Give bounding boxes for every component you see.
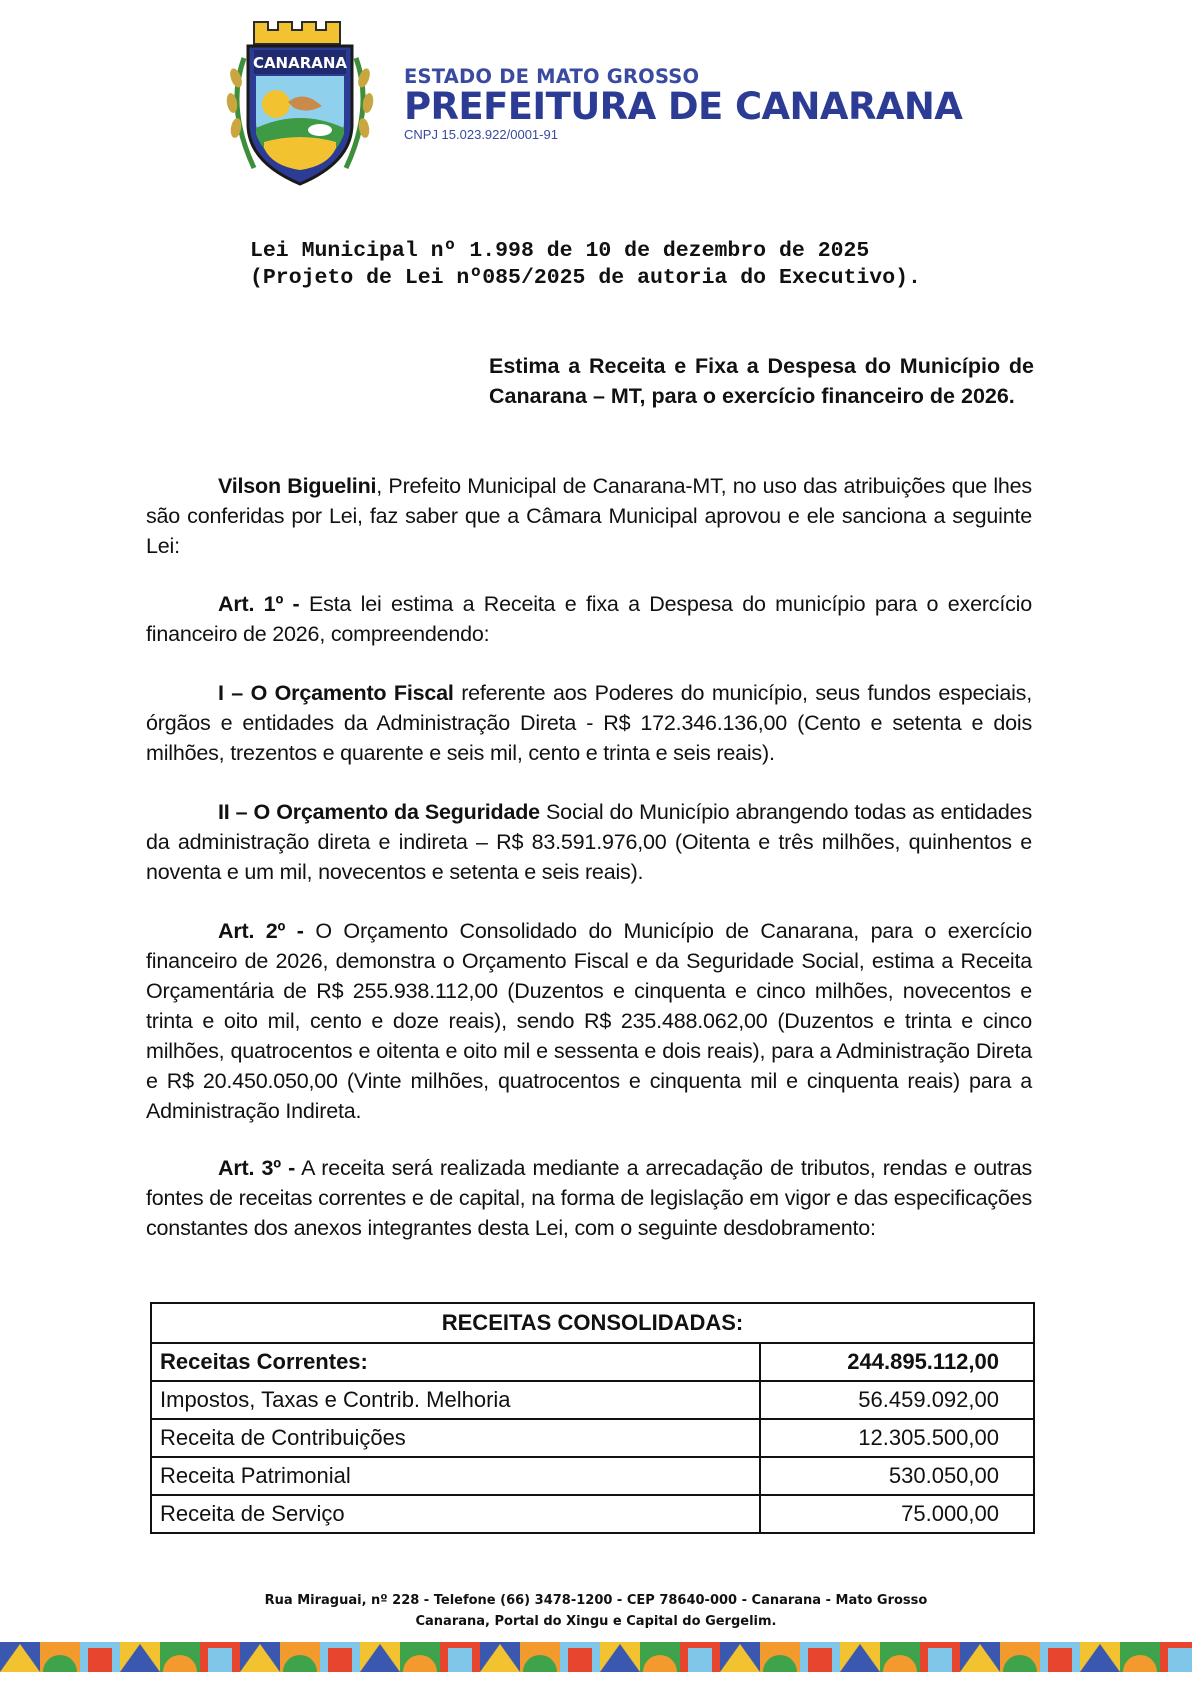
mayor-name: Vilson Biguelini — [218, 474, 377, 498]
table-row — [151, 1495, 1034, 1533]
decorative-pattern-band — [0, 1642, 1192, 1672]
band-shape — [808, 1648, 832, 1672]
article-2 — [146, 916, 1032, 1126]
organization-header — [404, 66, 962, 143]
table-title: RECEITAS CONSOLIDADAS: — [151, 1303, 1034, 1343]
band-shape — [568, 1648, 592, 1672]
row-label: Receita Patrimonial — [151, 1457, 760, 1495]
law-summary: Estima a Receita e Fixa a Despesa do Município de Canarana – MT, para o exercício financeiro de 2026. — [489, 354, 1034, 408]
row-value: 75.000,00 — [760, 1495, 1034, 1533]
row-label: Receitas Correntes: — [151, 1343, 760, 1381]
footer-address: Rua Miraguai, nº 228 - Telefone (66) 3478-1200 - CEP 78640-000 - Canarana - Mato Grosso — [264, 1593, 928, 1608]
item-i-text: referente aos Poderes do município, seus fundos especiais, órgãos e entidades da Administração Direta - R$ 172.346.136,00 (Cento e setenta e dois milhões, trezentos e quarente e seis mil, cento e trinta e seis reais). — [146, 681, 1032, 765]
prefecture-name: PREFEITURA DE CANARANA — [404, 85, 963, 128]
table-row — [151, 1343, 1034, 1381]
band-shape — [88, 1648, 112, 1672]
article-1-label: Art. 1º - — [218, 592, 300, 616]
city-crest-logo — [214, 18, 386, 190]
footer-slogan: Canarana, Portal do Xingu e Capital do Gergelim. — [415, 1614, 777, 1629]
row-label: Receita de Serviço — [151, 1495, 760, 1533]
table-row — [151, 1457, 1034, 1495]
row-value: 530.050,00 — [760, 1457, 1034, 1495]
table-row — [151, 1419, 1034, 1457]
cnpj-number: CNPJ 15.023.922/0001-91 — [404, 127, 558, 142]
intro-text: , Prefeito Municipal de Canarana-MT, no uso das atribuições que lhes são conferidas por Lei, faz saber que a Câmara Municipal aprovou e ele sanciona a seguinte Lei: — [146, 474, 1032, 558]
row-label: Impostos, Taxas e Contrib. Melhoria — [151, 1381, 760, 1419]
crest-name: CANARANA — [252, 54, 348, 72]
row-value: 12.305.500,00 — [760, 1419, 1034, 1457]
state-name: ESTADO DE MATO GROSSO — [404, 65, 700, 88]
band-shape — [688, 1648, 712, 1672]
band-shape — [928, 1648, 952, 1672]
band-shape — [1048, 1648, 1072, 1672]
page-footer — [0, 1590, 1192, 1632]
band-shape — [208, 1648, 232, 1672]
row-value: 244.895.112,00 — [760, 1343, 1034, 1381]
law-title-line-1: Lei Municipal nº 1.998 de 10 de dezembro de 2025 — [250, 239, 870, 263]
law-title — [250, 238, 921, 292]
article-1 — [146, 589, 1032, 649]
item-i — [146, 678, 1032, 768]
article-2-label: Art. 2º - — [218, 919, 304, 943]
article-1-text: Esta lei estima a Receita e fixa a Despesa do município para o exercício financeiro de 2026, compreendendo: — [146, 592, 1032, 646]
band-shape — [448, 1648, 472, 1672]
item-i-label: I – O Orçamento Fiscal — [218, 681, 454, 705]
article-3 — [146, 1153, 1032, 1243]
article-3-text: A receita será realizada mediante a arrecadação de tributos, rendas e outras fontes de receitas correntes e de capital, na forma de legislação em vigor e das especificações constantes dos anexos integrantes desta Lei, com o seguinte desdobramento: — [146, 1156, 1032, 1240]
row-value: 56.459.092,00 — [760, 1381, 1034, 1419]
band-shape — [328, 1648, 352, 1672]
law-title-line-2: (Projeto de Lei nº085/2025 de autoria do Executivo). — [250, 266, 921, 290]
item-ii-text: Social do Município abrangendo todas as entidades da administração direta e indireta – R$ 83.591.976,00 (Oitenta e três milhões, quinhentos e noventa e um mil, novecentos e setenta e seis reais). — [146, 800, 1032, 884]
item-ii-label: II – O Orçamento da Seguridade — [218, 800, 540, 824]
article-2-text: O Orçamento Consolidado do Município de Canarana, para o exercício financeiro de 2026, demonstra o Orçamento Fiscal e da Seguridade Social, estima a Receita Orçamentária de R$ 255.938.112,00 (Duzentos e cinquenta e cinco milhões, novecentos e trinta e oito mil, cento e doze reais), sendo R$ 235.488.062,00 (Duzentos e trinta e cinco milhões, quatrocentos e oitenta e oito mil e sessenta e dois reais), para a Administração Direta e R$ 20.450.050,00 (Vinte milhões, quatrocentos e cinquenta mil e cinquenta reais) para a Administração Indireta. — [146, 919, 1032, 1123]
intro-paragraph — [146, 471, 1032, 561]
band-shape — [1168, 1648, 1192, 1672]
article-3-label: Art. 3º - — [218, 1156, 296, 1180]
row-label: Receita de Contribuições — [151, 1419, 760, 1457]
item-ii — [146, 797, 1032, 887]
table-row — [151, 1381, 1034, 1419]
consolidated-revenue-table — [150, 1302, 1035, 1534]
